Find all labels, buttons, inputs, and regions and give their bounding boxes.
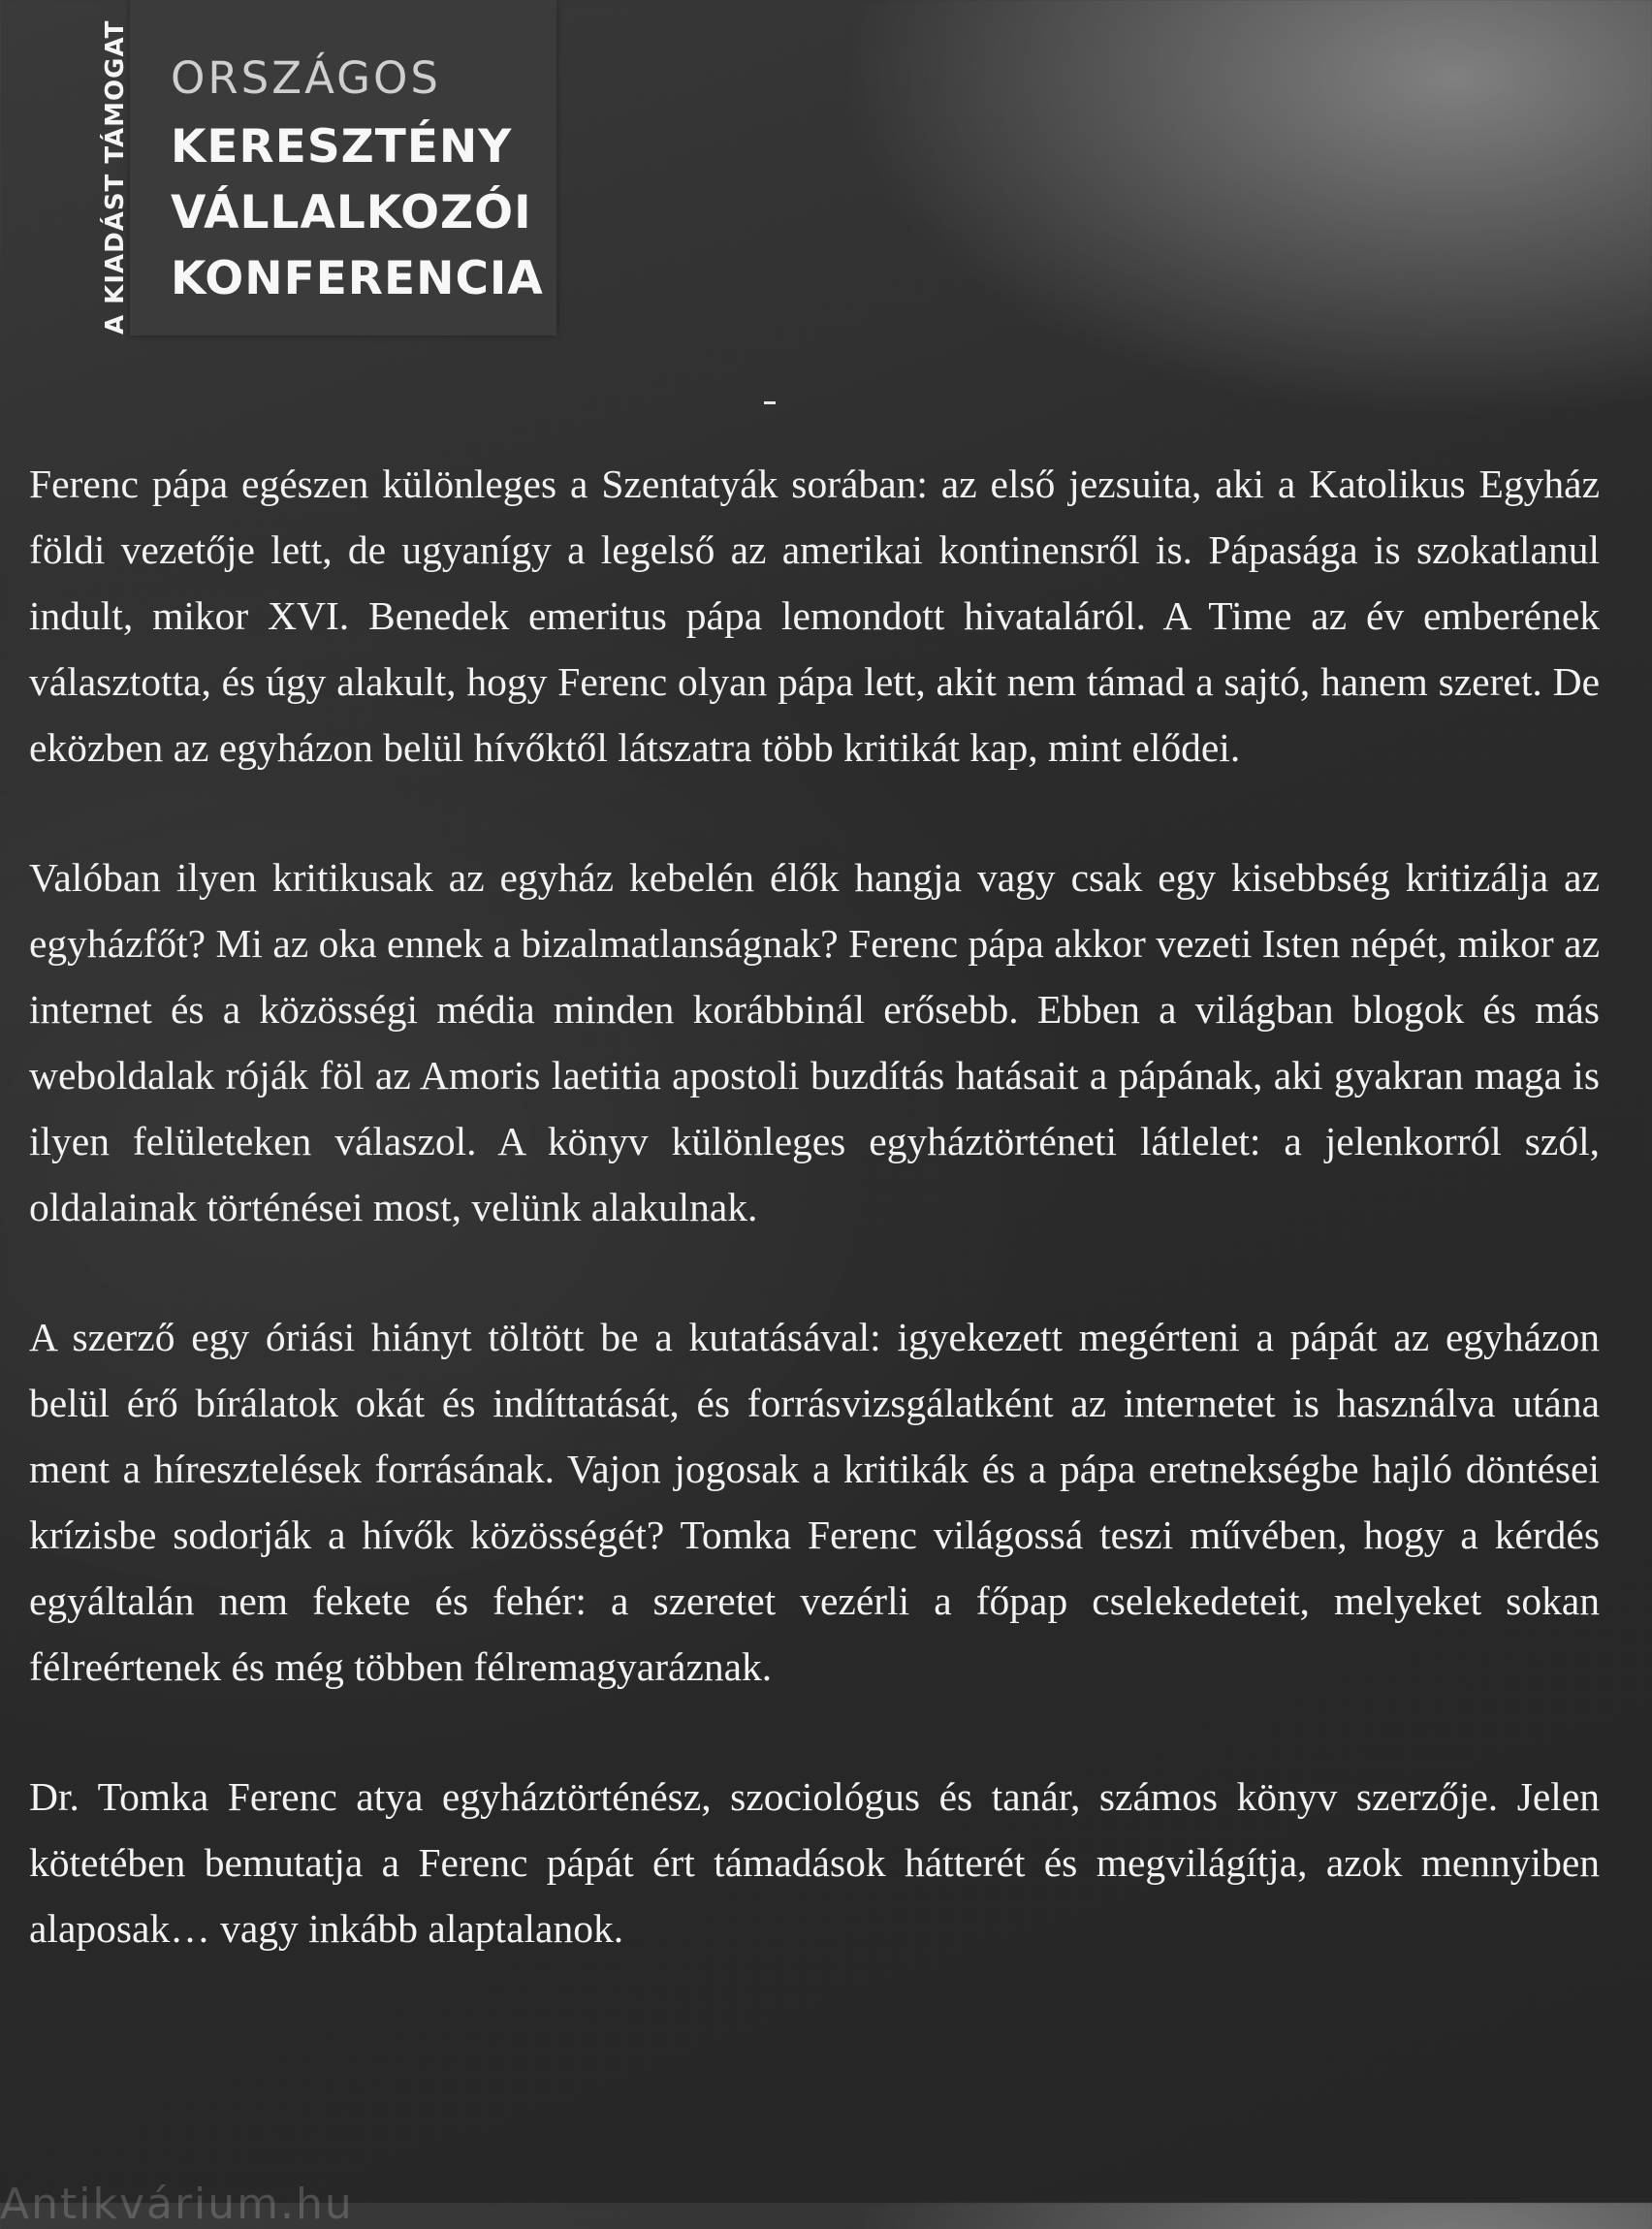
sponsor-name-line-1: ORSZÁGOS bbox=[171, 52, 441, 104]
blurb-paragraph-3: A szerző egy óriási hiányt töltött be a kutatásával: igyekezett megérteni a pápát az egyházon belül érő bírálatok okát és indíttatását, és forrásvizsgálatként az internetet is használva utána ment a híresztelések forrásának. Vajon jogosak a kritikák és a pápa eretnekségbe hajló döntései krízisbe sodorják a hívők közösségét? Tomka Ferenc világossá teszi művében, hogy a kérdés egyáltalán nem fekete és fehér: a szeretet vezérli a főpap cselekedeteit, melyeket sokan félreértenek és még többen félremagyaráznak. bbox=[29, 1315, 1600, 1689]
sponsor-logo-box bbox=[130, 0, 556, 335]
sponsor-vertical-label: A KIADÁST TÁMOGAT bbox=[101, 19, 130, 334]
sponsor-name-line-4: KONFERENCIA bbox=[171, 252, 544, 305]
back-cover-blurb bbox=[29, 451, 1600, 1961]
blurb-paragraph-2: Valóban ilyen kritikusak az egyház kebelén élők hangja vagy csak egy kisebbség kritizálja az egyházfőt? Mi az oka ennek a bizalmatlanságnak? Ferenc pápa akkor vezeti Isten népét, mikor az internet és a közösségi média minden korábbinál erősebb. Ebben a világban blogok és más weboldalak róják föl az Amoris laetitia apostoli buzdítás hatásait a pápának, aki gyakran maga is ilyen felületeken válaszol. A könyv különleges egyháztörténeti látlelet: a jelenkorról szól, oldalainak történései most, velünk alakulnak. bbox=[29, 855, 1600, 1229]
watermark: Antikvárium.hu bbox=[0, 2180, 354, 2229]
sponsor-name-line-3: VÁLLALKOZÓI bbox=[171, 186, 532, 239]
author-bio-paragraph: Dr. Tomka Ferenc atya egyháztörténész, szociológus és tanár, számos könyv szerzője. Jelen kötetében bemutatja a Ferenc pápát ért támadások hátterét és megvilágítja, azok mennyiben alaposak… vagy inkább alaptalanok. bbox=[29, 1774, 1600, 1951]
dash-mark bbox=[764, 401, 776, 404]
blurb-paragraph-1: Ferenc pápa egészen különleges a Szentatyák sorában: az első jezsuita, aki a Katolikus Egyház földi vezetője lett, de ugyanígy a legelső az amerikai kontinensről is. Pápasága is szokatlanul indult, mikor XVI. Benedek emeritus pápa lemondott hivataláról. A Time az év emberének választotta, és úgy alakult, hogy Ferenc olyan pápa lett, akit nem támad a sajtó, hanem szeret. De eközben az egyházon belül hívőktől látszatra több kritikát kap, mint elődei. bbox=[29, 462, 1600, 770]
sponsor-name-line-2: KERESZTÉNY bbox=[171, 120, 513, 174]
